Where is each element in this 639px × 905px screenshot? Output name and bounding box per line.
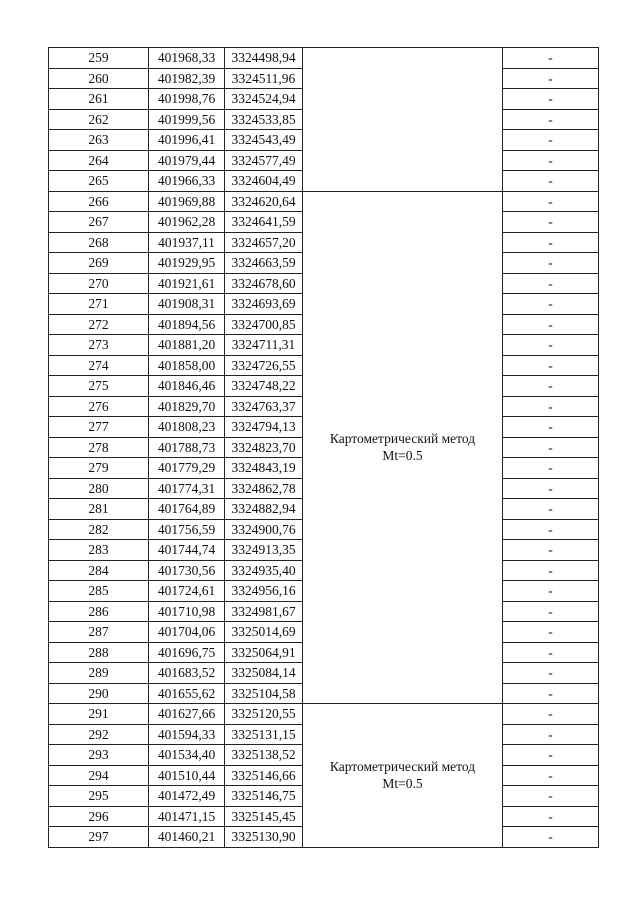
dash-cell: -	[503, 396, 599, 417]
point-number: 264	[49, 150, 149, 171]
dash-cell: -	[503, 68, 599, 89]
x-coordinate: 401764,89	[149, 499, 225, 520]
x-coordinate: 401999,56	[149, 109, 225, 130]
dash-cell: -	[503, 581, 599, 602]
dash-cell: -	[503, 335, 599, 356]
dash-cell: -	[503, 437, 599, 458]
y-coordinate: 3324981,67	[225, 601, 303, 622]
point-number: 259	[49, 48, 149, 69]
dash-cell: -	[503, 540, 599, 561]
y-coordinate: 3324678,60	[225, 273, 303, 294]
dash-cell: -	[503, 765, 599, 786]
point-number: 274	[49, 355, 149, 376]
x-coordinate: 401921,61	[149, 273, 225, 294]
y-coordinate: 3324862,78	[225, 478, 303, 499]
dash-cell: -	[503, 560, 599, 581]
x-coordinate: 401968,33	[149, 48, 225, 69]
x-coordinate: 401471,15	[149, 806, 225, 827]
dash-cell: -	[503, 663, 599, 684]
point-number: 279	[49, 458, 149, 479]
dash-cell: -	[503, 827, 599, 848]
point-number: 282	[49, 519, 149, 540]
point-number: 296	[49, 806, 149, 827]
x-coordinate: 401534,40	[149, 745, 225, 766]
y-coordinate: 3325064,91	[225, 642, 303, 663]
dash-cell: -	[503, 724, 599, 745]
point-number: 270	[49, 273, 149, 294]
dash-cell: -	[503, 499, 599, 520]
y-coordinate: 3324882,94	[225, 499, 303, 520]
y-coordinate: 3325146,75	[225, 786, 303, 807]
x-coordinate: 401788,73	[149, 437, 225, 458]
x-coordinate: 401744,74	[149, 540, 225, 561]
dash-cell: -	[503, 191, 599, 212]
dash-cell: -	[503, 519, 599, 540]
y-coordinate: 3324577,49	[225, 150, 303, 171]
y-coordinate: 3325145,45	[225, 806, 303, 827]
x-coordinate: 401730,56	[149, 560, 225, 581]
x-coordinate: 401966,33	[149, 171, 225, 192]
table-row	[49, 191, 599, 212]
dash-cell: -	[503, 109, 599, 130]
dash-cell: -	[503, 478, 599, 499]
point-number: 275	[49, 376, 149, 397]
point-number: 278	[49, 437, 149, 458]
dash-cell: -	[503, 130, 599, 151]
dash-cell: -	[503, 89, 599, 110]
point-number: 285	[49, 581, 149, 602]
dash-cell: -	[503, 642, 599, 663]
y-coordinate: 3325084,14	[225, 663, 303, 684]
dash-cell: -	[503, 458, 599, 479]
dash-cell: -	[503, 704, 599, 725]
y-coordinate: 3325120,55	[225, 704, 303, 725]
x-coordinate: 401982,39	[149, 68, 225, 89]
point-number: 276	[49, 396, 149, 417]
point-number: 268	[49, 232, 149, 253]
method-cell	[303, 704, 503, 848]
table-row	[49, 704, 599, 725]
y-coordinate: 3324641,59	[225, 212, 303, 233]
method-cell	[303, 48, 503, 192]
point-number: 291	[49, 704, 149, 725]
point-number: 277	[49, 417, 149, 438]
y-coordinate: 3324843,19	[225, 458, 303, 479]
y-coordinate: 3324700,85	[225, 314, 303, 335]
y-coordinate: 3324511,96	[225, 68, 303, 89]
point-number: 266	[49, 191, 149, 212]
method-text-line: Картометрический метод	[329, 431, 476, 447]
y-coordinate: 3325146,66	[225, 765, 303, 786]
point-number: 260	[49, 68, 149, 89]
dash-cell: -	[503, 150, 599, 171]
y-coordinate: 3324604,49	[225, 171, 303, 192]
x-coordinate: 401655,62	[149, 683, 225, 704]
table-body	[49, 48, 599, 848]
x-coordinate: 401756,59	[149, 519, 225, 540]
x-coordinate: 401846,46	[149, 376, 225, 397]
x-coordinate: 401779,29	[149, 458, 225, 479]
y-coordinate: 3324498,94	[225, 48, 303, 69]
point-number: 287	[49, 622, 149, 643]
dash-cell: -	[503, 273, 599, 294]
x-coordinate: 401594,33	[149, 724, 225, 745]
point-number: 286	[49, 601, 149, 622]
y-coordinate: 3324823,70	[225, 437, 303, 458]
dash-cell: -	[503, 806, 599, 827]
x-coordinate: 401858,00	[149, 355, 225, 376]
y-coordinate: 3325130,90	[225, 827, 303, 848]
x-coordinate: 401996,41	[149, 130, 225, 151]
point-number: 273	[49, 335, 149, 356]
point-number: 294	[49, 765, 149, 786]
x-coordinate: 401937,11	[149, 232, 225, 253]
dash-cell: -	[503, 601, 599, 622]
y-coordinate: 3324935,40	[225, 560, 303, 581]
dash-cell: -	[503, 417, 599, 438]
y-coordinate: 3324533,85	[225, 109, 303, 130]
y-coordinate: 3324913,35	[225, 540, 303, 561]
y-coordinate: 3324711,31	[225, 335, 303, 356]
y-coordinate: 3324900,76	[225, 519, 303, 540]
point-number: 263	[49, 130, 149, 151]
x-coordinate: 401724,61	[149, 581, 225, 602]
y-coordinate: 3325131,15	[225, 724, 303, 745]
point-number: 288	[49, 642, 149, 663]
x-coordinate: 401774,31	[149, 478, 225, 499]
method-cell	[303, 191, 503, 704]
point-number: 262	[49, 109, 149, 130]
dash-cell: -	[503, 314, 599, 335]
y-coordinate: 3324726,55	[225, 355, 303, 376]
y-coordinate: 3324748,22	[225, 376, 303, 397]
y-coordinate: 3324956,16	[225, 581, 303, 602]
y-coordinate: 3324524,94	[225, 89, 303, 110]
dash-cell: -	[503, 294, 599, 315]
point-number: 267	[49, 212, 149, 233]
y-coordinate: 3324543,49	[225, 130, 303, 151]
point-number: 269	[49, 253, 149, 274]
dash-cell: -	[503, 786, 599, 807]
method-text-line: Картометрический метод	[329, 759, 476, 775]
x-coordinate: 401683,52	[149, 663, 225, 684]
dash-cell: -	[503, 683, 599, 704]
x-coordinate: 401510,44	[149, 765, 225, 786]
point-number: 284	[49, 560, 149, 581]
point-number: 290	[49, 683, 149, 704]
x-coordinate: 401929,95	[149, 253, 225, 274]
method-text-line: Mt=0.5	[382, 776, 423, 792]
x-coordinate: 401710,98	[149, 601, 225, 622]
point-number: 272	[49, 314, 149, 335]
x-coordinate: 401969,88	[149, 191, 225, 212]
dash-cell: -	[503, 745, 599, 766]
y-coordinate: 3325014,69	[225, 622, 303, 643]
y-coordinate: 3324794,13	[225, 417, 303, 438]
dash-cell: -	[503, 48, 599, 69]
point-number: 297	[49, 827, 149, 848]
y-coordinate: 3324693,69	[225, 294, 303, 315]
x-coordinate: 401627,66	[149, 704, 225, 725]
y-coordinate: 3324763,37	[225, 396, 303, 417]
x-coordinate: 401979,44	[149, 150, 225, 171]
method-text-line: Mt=0.5	[382, 448, 423, 464]
x-coordinate: 401998,76	[149, 89, 225, 110]
y-coordinate: 3325138,52	[225, 745, 303, 766]
y-coordinate: 3324663,59	[225, 253, 303, 274]
y-coordinate: 3324620,64	[225, 191, 303, 212]
point-number: 265	[49, 171, 149, 192]
x-coordinate: 401704,06	[149, 622, 225, 643]
x-coordinate: 401962,28	[149, 212, 225, 233]
dash-cell: -	[503, 253, 599, 274]
x-coordinate: 401881,20	[149, 335, 225, 356]
coordinates-table	[48, 47, 599, 848]
point-number: 292	[49, 724, 149, 745]
dash-cell: -	[503, 212, 599, 233]
x-coordinate: 401908,31	[149, 294, 225, 315]
x-coordinate: 401696,75	[149, 642, 225, 663]
x-coordinate: 401472,49	[149, 786, 225, 807]
dash-cell: -	[503, 232, 599, 253]
point-number: 261	[49, 89, 149, 110]
point-number: 271	[49, 294, 149, 315]
point-number: 280	[49, 478, 149, 499]
table-row	[49, 48, 599, 69]
point-number: 283	[49, 540, 149, 561]
x-coordinate: 401829,70	[149, 396, 225, 417]
dash-cell: -	[503, 171, 599, 192]
dash-cell: -	[503, 622, 599, 643]
x-coordinate: 401808,23	[149, 417, 225, 438]
y-coordinate: 3325104,58	[225, 683, 303, 704]
point-number: 295	[49, 786, 149, 807]
point-number: 289	[49, 663, 149, 684]
point-number: 293	[49, 745, 149, 766]
dash-cell: -	[503, 355, 599, 376]
x-coordinate: 401460,21	[149, 827, 225, 848]
y-coordinate: 3324657,20	[225, 232, 303, 253]
dash-cell: -	[503, 376, 599, 397]
x-coordinate: 401894,56	[149, 314, 225, 335]
point-number: 281	[49, 499, 149, 520]
